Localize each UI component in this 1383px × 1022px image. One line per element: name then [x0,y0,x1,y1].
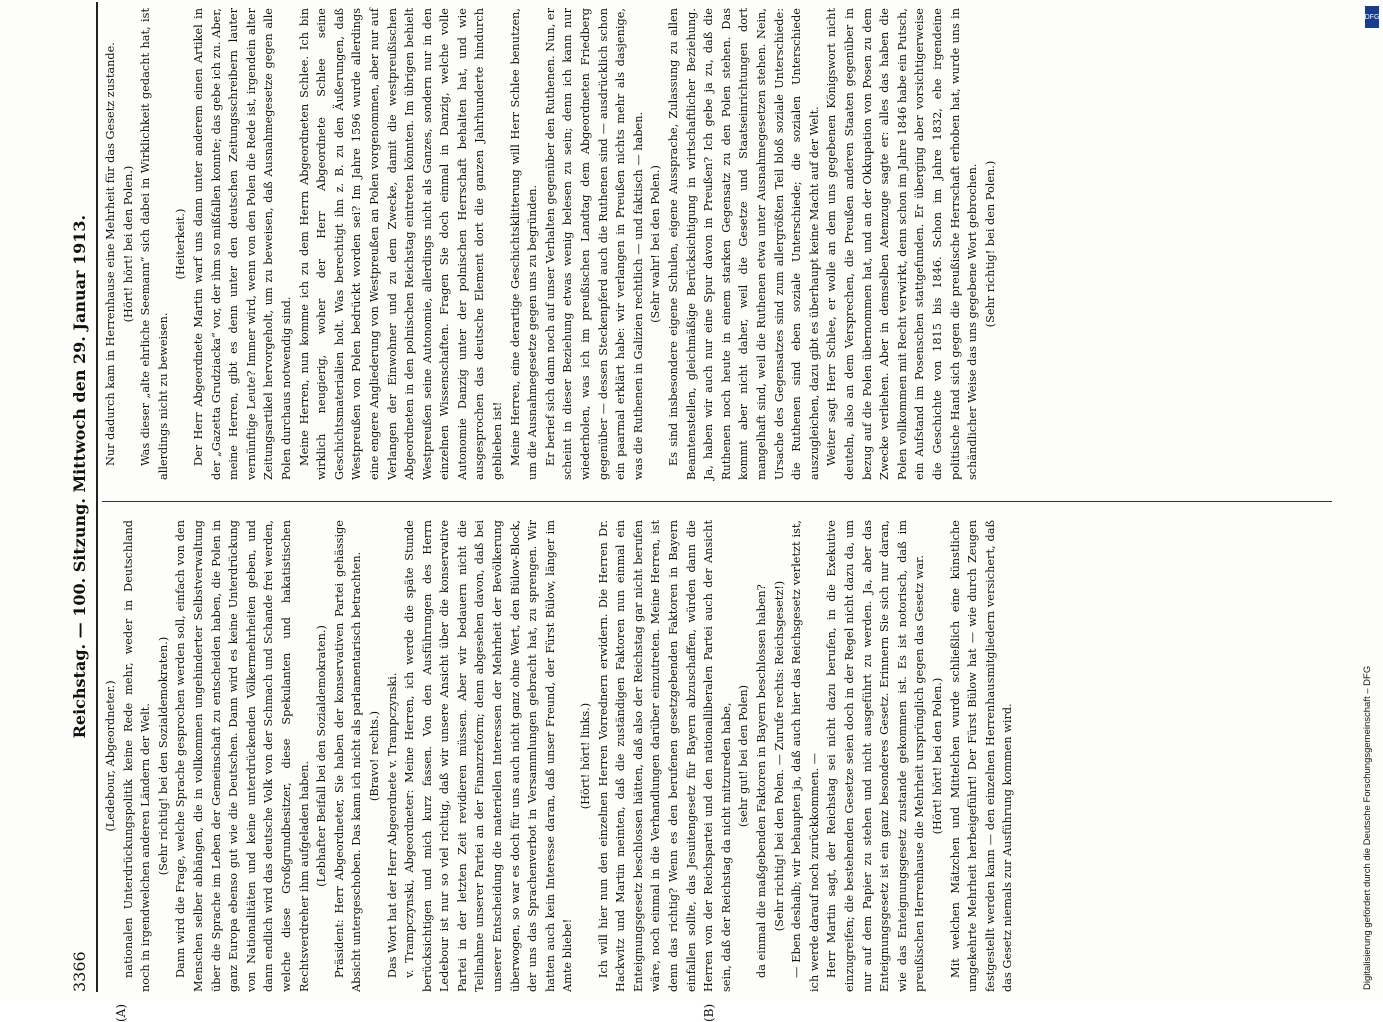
paragraph: (Lebhafter Beifall bei den Sozialdemokraten.) [315,625,329,887]
right-column [102,8,999,480]
paragraph: (Ledebour, Abgeordneter.) [104,680,117,832]
page-header [62,2,98,992]
paragraph: (Hört! hört! bei den Polen.) [121,165,135,323]
page-number: 3366 [69,951,89,992]
paragraph: Mit welchen Mätzchen und Mittelchen wurde schließlich eine künstliche umgekehrte Mehrheit herbeigeführt! Der Fürst Bülow hat — wie durch Zeugen festgestellt werden kann — den einzelnen Herrenhausmitgliedern versichert, daß das Gesetz niemals zur Ausführung kommen wird. [948,520,1015,992]
paragraph: v. Trampczynski, Abgeordneter: Meine Herren, ich werde die späte Stunde berücksichtigen und mich kurz fassen. Von den Ausführungen des Herrn Ledebour ist nur so viel richtig, daß wir unsere Ansicht über die konservative Partei in der letzten Zeit revidieren müssen. Aber wir bedauern nicht die Teilnahme unserer Partei an der Finanzreform; denn abgesehen davon, daß bei unserer Entscheidung die materiellen Interessen der Mehrheit der Bevölkerung überwogen, so war es doch für uns auch nicht ganz ohne Wert, den Bülow-Block, der uns das Sprachenverbot in Versammlungen gebracht hat, zu sprengen. Wir hatten auch kein Interesse daran, daß unser Freund, der Fürst Bülow, länger im Amte bliebe! [403,520,575,992]
margin-mark-b: (B) [702,1003,716,1022]
page-title: Reichstag. — 100. Sitzung. Mittwoch den 29. Januar 1913. [69,214,89,739]
paragraph: (Heiterkeit.) [174,208,188,280]
paragraph: (Bravo! rechts.) [367,710,381,802]
left-column [102,520,1017,992]
paragraph: Meine Herren, eine derartige Geschichtsklitterung will Herr Schlee benutzen, um die Ausnahmegesetze gegen uns zu begründen. [508,8,540,480]
paragraph: (Sehr richtig! bei den Polen.) [983,160,997,328]
digitization-credit: Digitalisierung gefördert durch die Deutsche Forschungsgemeinschaft – DFG [1362,665,1373,990]
paragraph: (Sehr richtig! bei den Polen. — Zurufe rechts: Reichsgesetz!) [772,580,786,932]
paragraph: Das Wort hat der Herr Abgeordnete v. Trampczynski. [385,672,399,978]
paragraph: Meine Herren, nun komme ich zu dem Herrn Abgeordneten Schlee. Ich bin wirklich neugierig, woher der Herr Abgeordnete Schlee seine Geschichtsmaterialien holt. Was berechtigt ihn z. B. zu den Äußerungen, daß Westpreußen von Polen bedrückt worden sei? Im Jahre 1596 wurde allerdings eine engere Angliederung von Westpreußen an Polen vorgenommen, aber nur auf Verlangen der Einwohner und zu dem Zwecke, damit die westpreußischen Abgeordneten in den polnischen Reichstag eintreten könnten. Im übrigen behielt Westpreußen seine Autonomie, allerdings nicht als Ganzes, sondern nur in den einzelnen Wissenschaften. Fragen Sie doch einmal in Danzig, welche volle Autonomie Danzig unter der polnischen Herrschaft behalten hat, und wie ausgesprochen das deutsche Element dort die ganzen Jahrhunderte hindurch geblieben ist! [297,8,505,480]
paragraph: Was dieser „alte ehrliche Seemann“ sich dabei in Wirklichkeit gedacht hat, ist allerdings nicht zu beweisen. [139,8,170,480]
paragraph: (Sehr wahr! bei den Polen.) [649,165,663,323]
paragraph: da einmal die maßgebenden Faktoren in Bayern beschlossen haben? [754,584,768,978]
paragraph: Weiter sagt Herr Schlee, er wolle an dem uns gegebenen Königswort nicht deuteln, also an dem Versprechen, die Preußen anderen Staaten gegenüber in bezug auf die Polen übernommen hat, und an der Okkupation von Posen zu dem Zwecke verliehen. Aber in demselben Atemzuge sagte er: alles das haben die Polen vollkommen mit Recht verwirkt, denn schon im Jahre 1846 habe ein Putsch, ein Aufstand im Posenschen stattgefunden. Er überging aber vorsichtigerweise die Geschichte von 1815 bis 1846. Schon im Jahre 1832, ehe irgendeine politische Hand sich gegen die preußische Herrschaft erhoben hat, wurde uns in schändlicher Weise das uns gegebene Wort gebrochen. [825,8,980,480]
margin-mark-a: (A) [114,1003,128,1022]
paragraph: Er berief sich dann noch auf unser Verhalten gegenüber den Ruthenen. Nun, er scheint in dieser Beziehung etwas wenig belesen zu sein; denn ich kann nur wiederholen, was ich im preußischen Landtag dem Abgeordneten Friedberg gegenüber — dessen Steckenpferd auch die Ruthenen sind — ausdrücklich schon ein paarmal erklärt habe: wir verlangen in Preußen nichts mehr als dasjenige, was die Ruthenen in Galizien rechtlich — und faktisch — haben. [543,8,645,480]
paragraph: (Hört! hört! links.) [579,702,593,810]
paragraph: Dann wird die Frage, welche Sprache gesprochen werden soll, einfach von den Menschen selber abhängen, die in vollkommen ungehinderter Selbstverwaltung über die Sprache im Leben der Gemeinschaft zu entscheiden haben, die Polen in ganz Europa ebenso gut wie die Deutschen. Dann wird es keine Unterdrückung von Nationalitäten und keine unterdrückenden Völkermehrheiten geben, und dann endlich wird das deutsche Volk von der Schmach und Schande frei werden, welche diese Großgrundbesitzer, diese Spekulanten und hakatistischen Rechtsverdreher ihm aufgeladen haben. [174,520,311,992]
rotated-page-content [62,2,1352,1022]
paragraph: Ich will hier nun den einzelnen Herren Vorrednern erwidern. Die Herren Dr. Hackwitz und Martin meinten, daß die zuständigen Faktoren nun einmal ein Enteignungsgesetz beschlossen hätten, daß also der Reichstag gar nicht berufen wäre, noch einmal in die Verhandlungen darüber einzutreten. Meine Herren, ist denn das richtig? Wenn es den berufenen gesetzgebenden Faktoren in Bayern einfallen sollte, das Jesuitengesetz für Bayern abzuschaffen, würden dann die Herren von der Reichspartei und den nationalliberalen Partei auch der Ansicht sein, daß der Reichstag da nicht mitzureden habe, [596,520,733,992]
paragraph: Präsident: Herr Abgeordneter, Sie haben der konservativen Partei gehässige Absicht untergeschoben. Das kann ich nicht als parlamentarisch betrachten. [332,520,364,992]
paragraph: nationalen Unterdrückungspolitik keine Rede mehr, weder in Deutschland noch in irgendwelchen anderen Ländern der Welt. [121,520,153,992]
paragraph: (Sehr richtig! bei den Sozialdemokraten.) [156,636,170,876]
dfg-logo: DFG [1365,6,1379,28]
text-columns [102,2,1342,992]
paragraph: Herr Martin sagt, der Reichstag sei nicht dazu berufen, in die Exekutive einzugreifen; die bestehenden Gesetze seien doch in der Regel nicht dazu da, um nur auf dem Papier zu stehen und nicht ausgeführt zu werden. Ja, aber das Enteignungsgesetz ist ein ganz besonderes Gesetz. Erinnern Sie sich nur daran, wie das Enteignungsgesetz zustande gekommen ist. Es ist notorisch, daß im preußischen Herrenhause die Mehrheit ursprünglich gegen das Gesetz war. [825,520,927,992]
column-divider [102,501,1332,502]
paragraph: (Hört! hört! bei den Polen.) [930,677,944,835]
paragraph: Der Herr Abgeordnete Martin warf uns dann unter anderem einen Artikel in der „Gazetta Grudziacka“ vor, der ihm so mißfallen konnte; das gebe ich zu. Aber, meine Herren, gibt es denn unter den deutschen Zeitungsschreibern lauter vernünftige Leute? Immer wird, wenn von den Polen die Rede ist, irgendein alter Zeitungsartikel hervorgeholt, um zu beweisen, daß Ausnahmegesetze gegen alle Polen durchaus notwendig sind. [191,8,293,480]
paragraph: Es sind insbesondere eigene Schulen, eigene Aussprache, Zulassung zu allen Beamtenstellen, gleichmäßige Berücksichtigung in wirtschaftlicher Beziehung. Ja, haben wir auch nur eine Spur davon in Preußen? Ich gebe ja zu, daß die Ruthenen noch heute in einem starken Gegensatz zu den Polen stehen. Das kommt aber nicht daher, weil die Gesetze und Staatseinrichtungen dort mangelhaft sind, weil die Ruthenen etwa unter Ausnahmegesetzen stehen. Nein, Ursache des Gegensatzes sind zum allergrößten Teil bloß soziale Unterschiede: die Ruthenen sind eben soziale Unterschiede; die sozialen Unterschiede auszugleichen, dazu gibt es überhaupt keine Macht auf der Welt. [667,8,821,480]
paragraph: Nur dadurch kam in Herrenhause eine Mehrheit für das Gesetz zustande. [104,42,117,466]
paragraph: (sehr gut! bei den Polen) [737,684,751,828]
paragraph: — Eben deshalb; wir behaupten ja, daß auch hier das Reichsgesetz verletzt ist, ich werde darauf noch zurückkommen. — [790,520,821,992]
